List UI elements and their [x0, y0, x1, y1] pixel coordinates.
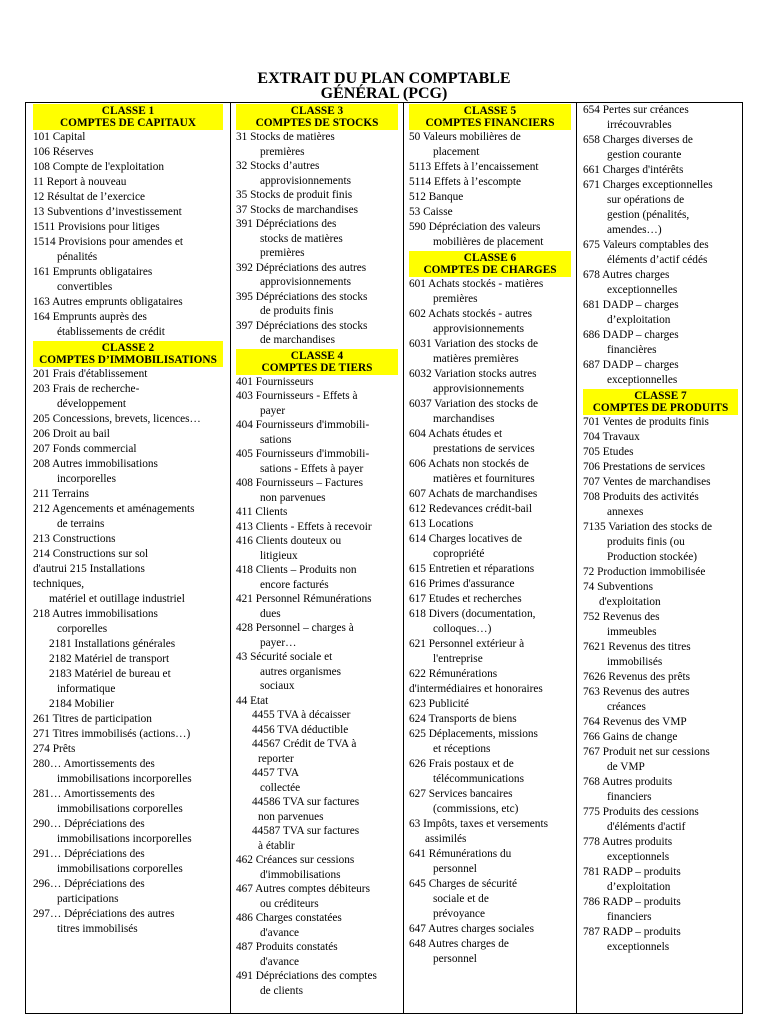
class-subtitle: COMPTES FINANCIERS: [425, 117, 555, 129]
account-line: 786 RADP – produits: [583, 896, 681, 908]
document-title-line-2: GÉNÉRAL (PCG): [320, 85, 448, 102]
account-line: 775 Produits des cessions: [583, 806, 699, 818]
class-subtitle: COMPTES DE STOCKS: [255, 117, 379, 129]
class-number: CLASSE 3: [290, 105, 344, 117]
account-line: annexes: [607, 506, 644, 518]
account-line: financières: [607, 344, 657, 356]
account-line: 704 Travaux: [583, 431, 640, 443]
account-line: dues: [260, 607, 281, 620]
account-line: 413 Clients - Effets à recevoir: [236, 520, 372, 533]
account-line: 606 Achats non stockés de: [409, 458, 529, 470]
account-line: techniques,: [33, 578, 85, 590]
account-line: premières: [260, 247, 305, 259]
account-line: ou créditeurs: [260, 897, 319, 910]
account-line: 2184 Mobilier: [49, 698, 114, 710]
account-line: approvisionnements: [433, 383, 524, 395]
account-line: 35 Stocks de produit finis: [236, 189, 353, 201]
account-line: 601 Achats stockés - matières: [409, 278, 544, 290]
account-line: 6037 Variation des stocks de: [409, 398, 539, 410]
account-line: sociaux: [260, 680, 295, 692]
account-line: 645 Charges de sécurité: [409, 878, 518, 890]
account-line: 686 DADP – charges: [583, 329, 679, 341]
account-line: 607 Achats de marchandises: [409, 488, 538, 500]
class-header: [409, 251, 571, 277]
account-line: incorporelles: [57, 473, 116, 485]
account-line: 706 Prestations de services: [583, 461, 706, 473]
account-line: litigieux: [260, 549, 298, 562]
account-line: convertibles: [57, 281, 113, 293]
account-line: de VMP: [607, 761, 645, 773]
account-line: 416 Clients douteux ou: [236, 535, 342, 547]
account-line: 708 Produits des activités: [583, 491, 699, 503]
account-line: 408 Fournisseurs – Factures: [236, 477, 364, 489]
account-line: produits finis (ou: [607, 536, 685, 548]
account-line: 290… Dépréciations des: [33, 818, 145, 830]
account-line: immobilisations incorporelles: [57, 833, 192, 845]
account-line: 7626 Revenus des prêts: [583, 671, 690, 683]
account-line: 281… Amortissements des: [33, 788, 155, 800]
account-line: gestion courante: [607, 149, 682, 161]
class-subtitle: COMPTES DE CAPITAUX: [60, 117, 196, 129]
account-line: 624 Transports de biens: [409, 713, 517, 725]
account-line: colloques…): [433, 623, 492, 635]
class-header: [33, 104, 223, 130]
account-line: 787 RADP – produits: [583, 926, 681, 938]
account-line: 621 Personnel extérieur à: [409, 638, 525, 650]
column-classes-3-4: [236, 103, 398, 998]
account-line: 163 Autres emprunts obligataires: [33, 296, 183, 308]
account-line: 486 Charges constatées: [236, 912, 342, 924]
account-line: 626 Frais postaux et de: [409, 758, 514, 770]
account-line: 395 Dépréciations des stocks: [236, 290, 368, 303]
class-number: CLASSE 2: [101, 342, 155, 354]
class-subtitle: COMPTES D’IMMOBILISATIONS: [39, 354, 217, 366]
account-line: 615 Entretien et réparations: [409, 563, 535, 575]
account-line: d’exploitation: [607, 314, 671, 326]
account-line: 274 Prêts: [33, 743, 76, 755]
account-line: payer…: [260, 636, 297, 649]
account-line: sociale et de: [433, 893, 489, 905]
column-divider: [403, 102, 404, 1014]
account-line: 781 RADP – produits: [583, 866, 681, 878]
column-divider: [230, 102, 231, 1014]
account-line: non parvenues: [258, 810, 324, 823]
account-line: 403 Fournisseurs - Effets à: [236, 390, 358, 402]
account-line: l'entreprise: [433, 653, 483, 665]
account-line: 462 Créances sur cessions: [236, 854, 355, 866]
account-line: amendes…): [607, 224, 662, 236]
account-line: 428 Personnel – charges à: [236, 622, 354, 634]
account-line: marchandises: [433, 413, 495, 425]
account-line: 205 Concessions, brevets, licences…: [33, 413, 201, 425]
account-line: 201 Frais d'établissement: [33, 368, 148, 380]
account-line: 418 Clients – Produits non: [236, 564, 357, 576]
account-line: 203 Frais de recherche-: [33, 383, 140, 395]
account-line: prestations de services: [433, 443, 535, 455]
account-line: 618 Divers (documentation,: [409, 608, 536, 620]
account-line: 604 Achats études et: [409, 428, 503, 440]
account-line: 271 Titres immobilisés (actions…): [33, 728, 191, 740]
account-line: 296… Dépréciations des: [33, 878, 145, 890]
account-line: développement: [57, 398, 127, 410]
account-line: de clients: [260, 984, 303, 997]
account-line: exceptionnelles: [607, 374, 678, 386]
account-line: matières et fournitures: [433, 473, 535, 485]
account-line: 7135 Variation des stocks de: [583, 521, 713, 533]
account-line: mobilières de placement: [433, 236, 544, 248]
account-line: 766 Gains de change: [583, 731, 678, 743]
account-line: 6032 Variation stocks autres: [409, 368, 537, 380]
account-line: de terrains: [57, 518, 105, 530]
account-line: placement: [433, 146, 480, 158]
account-line: 6031 Variation des stocks de: [409, 338, 539, 350]
account-line: corporelles: [57, 623, 108, 635]
account-line: 1511 Provisions pour litiges: [33, 221, 160, 233]
class-header: [236, 104, 398, 130]
account-line: collectée: [260, 781, 301, 794]
account-line: irrécouvrables: [607, 119, 672, 131]
account-line: immobilisés: [607, 656, 663, 668]
account-line: d'intermédiaires et honoraires: [409, 683, 543, 695]
account-line: 280… Amortissements des: [33, 758, 155, 770]
account-line: 491 Dépréciations des comptes: [236, 970, 377, 982]
account-line: 421 Personnel Rémunérations: [236, 593, 372, 605]
account-line: et réceptions: [433, 743, 491, 755]
account-line: 661 Charges d'intérêts: [583, 164, 684, 176]
account-line: 43 Sécurité sociale et: [236, 651, 333, 663]
account-line: (commissions, etc): [433, 803, 519, 815]
account-line: 261 Titres de participation: [33, 713, 152, 725]
account-line: 297… Dépréciations des autres: [33, 908, 175, 920]
class-number: CLASSE 6: [463, 252, 517, 264]
account-line: approvisionnements: [433, 323, 524, 335]
account-line: 648 Autres charges de: [409, 938, 509, 950]
account-line: 512 Banque: [409, 191, 464, 203]
account-line: financiers: [607, 911, 652, 923]
class-subtitle: COMPTES DE CHARGES: [423, 264, 557, 276]
account-line: 405 Fournisseurs d'immobili-: [236, 448, 370, 460]
account-line: 211 Terrains: [33, 488, 89, 500]
account-line: approvisionnements: [260, 276, 351, 288]
account-line: 72 Production immobilisée: [583, 566, 706, 578]
account-line: 487 Produits constatés: [236, 941, 338, 953]
class-number: CLASSE 4: [290, 349, 344, 362]
account-line: titres immobilisés: [57, 923, 138, 935]
account-line: 391 Dépréciations des: [236, 218, 337, 230]
account-line: 164 Emprunts auprès des: [33, 311, 147, 323]
account-line: créances: [607, 701, 646, 713]
account-line: immobilisations corporelles: [57, 863, 183, 875]
account-line: 752 Revenus des: [583, 611, 660, 623]
account-line: de marchandises: [260, 334, 335, 346]
account-line: financiers: [607, 791, 652, 803]
account-line: 778 Autres produits: [583, 836, 673, 848]
account-line: stocks de matières: [260, 232, 343, 245]
account-line: 705 Etudes: [583, 446, 634, 458]
account-line: 768 Autres produits: [583, 776, 673, 788]
account-line: pénalités: [57, 251, 98, 263]
account-line: à établir: [258, 839, 295, 852]
account-line: 13 Subventions d’investissement: [33, 206, 182, 218]
account-line: établissements de crédit: [57, 326, 165, 338]
account-line: encore facturés: [260, 578, 329, 591]
class-header: [409, 104, 571, 130]
account-line: premières: [433, 293, 478, 305]
account-line: 37 Stocks de marchandises: [236, 203, 359, 216]
account-line: télécommunications: [433, 773, 524, 785]
account-line: d'immobilisations: [260, 868, 341, 881]
account-line: exceptionnels: [607, 941, 670, 953]
account-line: 616 Primes d'assurance: [409, 578, 515, 590]
account-line: personnel: [433, 953, 477, 965]
account-line: 764 Revenus des VMP: [583, 716, 687, 728]
column-classes-1-2: [33, 103, 223, 937]
account-line: 4457 TVA: [252, 767, 299, 779]
account-line: 12 Résultat de l’exercice: [33, 191, 145, 203]
account-line: approvisionnements: [260, 174, 351, 187]
account-line: 401 Fournisseurs: [236, 375, 314, 388]
account-line: 681 DADP – charges: [583, 299, 679, 311]
account-line: 623 Publicité: [409, 698, 469, 710]
account-line: éléments d’actif cédés: [607, 254, 708, 266]
class-subtitle: COMPTES DE TIERS: [261, 361, 373, 374]
account-line: personnel: [433, 863, 477, 875]
account-line: 617 Etudes et recherches: [409, 593, 522, 605]
account-line: 622 Rémunérations: [409, 668, 498, 680]
account-line: 2182 Matériel de transport: [49, 653, 170, 665]
account-line: 614 Charges locatives de: [409, 533, 523, 545]
account-line: 675 Valeurs comptables des: [583, 239, 709, 251]
account-line: 654 Pertes sur créances: [583, 104, 689, 116]
account-line: 214 Constructions sur sol: [33, 548, 149, 560]
account-line: 411 Clients: [236, 506, 288, 518]
account-line: d'exploitation: [599, 596, 661, 608]
account-line: 291… Dépréciations des: [33, 848, 145, 860]
class-number: CLASSE 1: [101, 105, 155, 117]
account-line: Production stockée): [607, 551, 698, 563]
account-line: 4456 TVA déductible: [252, 723, 349, 736]
class-subtitle: COMPTES DE PRODUITS: [592, 402, 729, 414]
account-line: 658 Charges diverses de: [583, 134, 693, 146]
account-line: 53 Caisse: [409, 206, 453, 218]
account-line: 106 Réserves: [33, 146, 94, 158]
account-line: immobilisations incorporelles: [57, 773, 192, 785]
account-line: payer: [260, 404, 286, 417]
account-line: gestion (pénalités,: [607, 209, 690, 221]
account-line: 208 Autres immobilisations: [33, 458, 158, 470]
account-line: non parvenues: [260, 491, 326, 504]
account-line: 647 Autres charges sociales: [409, 923, 534, 935]
account-line: d'avance: [260, 926, 300, 939]
account-line: de produits finis: [260, 305, 334, 317]
account-line: 44586 TVA sur factures: [252, 796, 360, 808]
account-line: 213 Constructions: [33, 533, 116, 545]
account-line: 74 Subventions: [583, 581, 653, 593]
account-line: 2183 Matériel de bureau et: [49, 668, 171, 680]
account-line: 44 Etat: [236, 694, 269, 707]
account-line: 612 Redevances crédit-bail: [409, 503, 532, 515]
account-line: immeubles: [607, 626, 657, 638]
account-line: 108 Compte de l'exploitation: [33, 161, 164, 173]
account-line: 613 Locations: [409, 518, 474, 530]
account-line: 101 Capital: [33, 131, 86, 143]
class-header: [583, 389, 738, 415]
account-line: prévoyance: [433, 908, 486, 920]
account-line: autres organismes: [260, 665, 342, 678]
account-line: 767 Produit net sur cessions: [583, 746, 710, 758]
account-line: 641 Rémunérations du: [409, 848, 512, 860]
account-line: 11 Report à nouveau: [33, 176, 127, 188]
account-line: 397 Dépréciations des stocks: [236, 319, 368, 332]
account-line: 31 Stocks de matières: [236, 131, 335, 143]
account-line: d'éléments d'actif: [607, 821, 686, 833]
account-line: matériel et outillage industriel: [49, 593, 185, 605]
account-line: participations: [57, 893, 119, 905]
account-line: d'autrui 215 Installations: [33, 563, 145, 575]
account-line: matières premières: [433, 353, 519, 365]
account-line: 7621 Revenus des titres: [583, 641, 691, 653]
account-line: exceptionnelles: [607, 284, 678, 296]
account-line: 4455 TVA à décaisser: [252, 709, 351, 721]
account-line: 50 Valeurs mobilières de: [409, 131, 521, 143]
account-line: 602 Achats stockés - autres: [409, 308, 532, 320]
account-line: d’exploitation: [607, 881, 671, 893]
account-line: sur opérations de: [607, 194, 685, 206]
account-line: 212 Agencements et aménagements: [33, 503, 195, 515]
account-line: 404 Fournisseurs d'immobili-: [236, 419, 370, 431]
class-number: CLASSE 7: [634, 390, 687, 402]
account-line: 707 Ventes de marchandises: [583, 476, 711, 488]
account-line: assimilés: [425, 833, 467, 845]
account-line: sations - Effets à payer: [260, 462, 364, 475]
account-line: 218 Autres immobilisations: [33, 608, 158, 620]
account-line: 63 Impôts, taxes et versements: [409, 818, 548, 830]
account-line: 5113 Effets à l’encaissement: [409, 161, 539, 173]
account-line: immobilisations corporelles: [57, 803, 183, 815]
account-line: 44567 Crédit de TVA à: [252, 738, 357, 750]
account-line: exceptionnels: [607, 851, 670, 863]
account-line: 206 Droit au bail: [33, 428, 110, 440]
account-line: 701 Ventes de produits finis: [583, 416, 709, 428]
class-header: [236, 349, 398, 375]
account-line: d'avance: [260, 955, 300, 968]
account-line: 32 Stocks d’autres: [236, 160, 320, 172]
column-divider: [576, 102, 577, 1014]
account-line: 687 DADP – charges: [583, 359, 679, 371]
account-line: sations: [260, 433, 292, 446]
account-line: copropriété: [433, 548, 485, 560]
account-line: informatique: [57, 683, 116, 695]
account-line: reporter: [258, 752, 294, 765]
account-line: 1514 Provisions pour amendes et: [33, 236, 183, 248]
account-line: 627 Services bancaires: [409, 788, 513, 800]
account-line: 207 Fonds commercial: [33, 443, 137, 455]
account-line: 44587 TVA sur factures: [252, 825, 360, 837]
account-line: 2181 Installations générales: [49, 638, 176, 650]
column-classes-6-7: [583, 103, 738, 955]
account-line: 467 Autres comptes débiteurs: [236, 883, 370, 895]
class-header: [33, 341, 223, 367]
account-line: 625 Déplacements, missions: [409, 728, 538, 740]
column-classes-5-6: [409, 103, 571, 967]
document-title-line-1: EXTRAIT DU PLAN COMPTABLE: [257, 70, 511, 87]
account-line: premières: [260, 145, 305, 158]
account-line: 590 Dépréciation des valeurs: [409, 221, 541, 233]
class-number: CLASSE 5: [463, 105, 517, 117]
account-line: 161 Emprunts obligataires: [33, 266, 153, 278]
account-line: 392 Dépréciations des autres: [236, 261, 367, 274]
account-line: 678 Autres charges: [583, 269, 670, 281]
account-line: 671 Charges exceptionnelles: [583, 179, 713, 191]
account-line: 763 Revenus des autres: [583, 686, 690, 698]
account-line: 5114 Effets à l’escompte: [409, 176, 521, 188]
